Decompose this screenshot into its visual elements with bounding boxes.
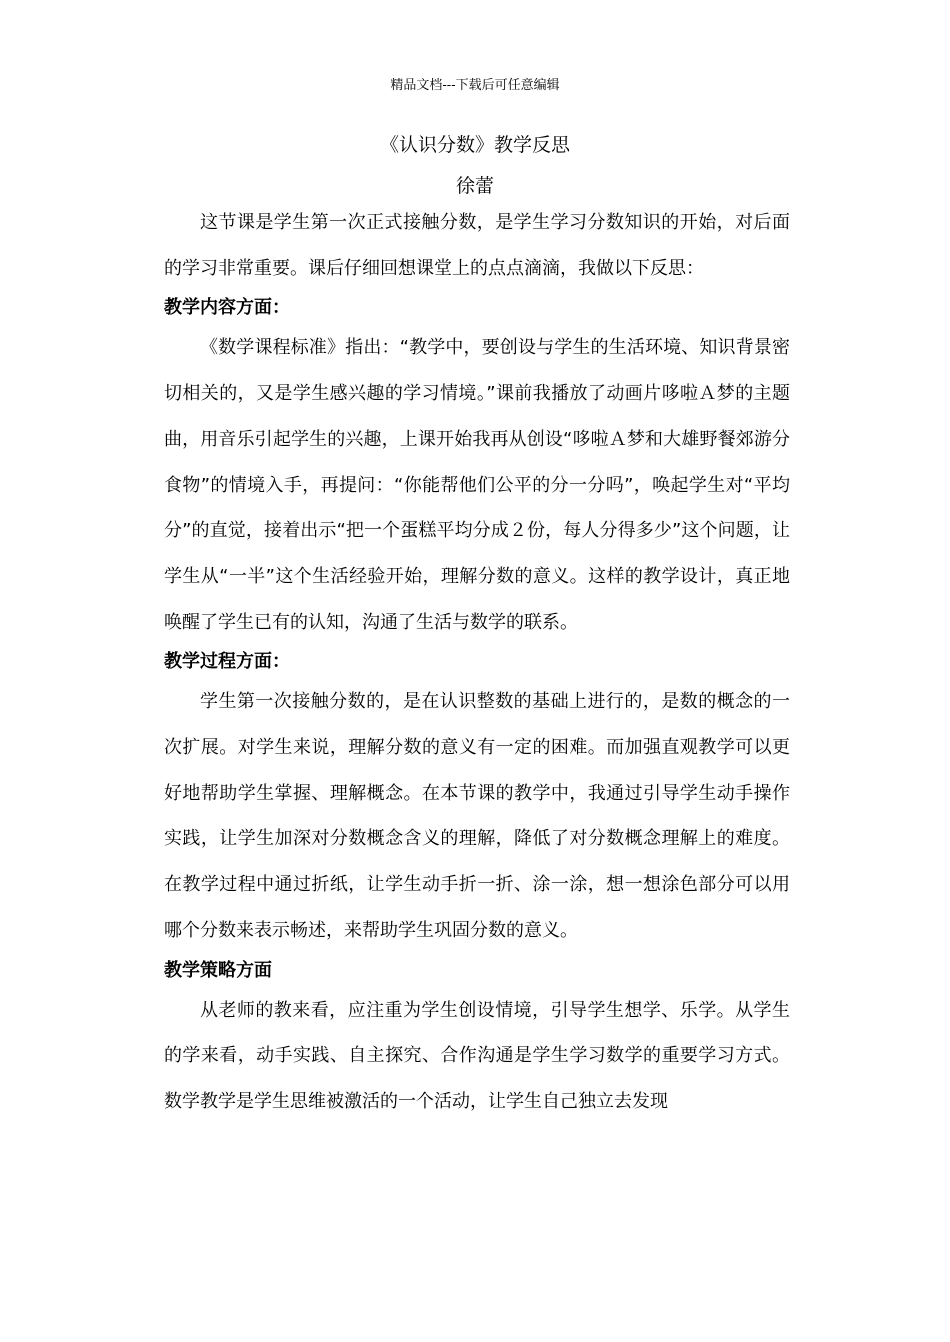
document-author: 徐蕾 bbox=[455, 175, 494, 197]
document-body bbox=[164, 200, 790, 1125]
section-heading-strategy: 教学策略方面 bbox=[164, 959, 272, 981]
section-paragraph-strategy: 从老师的教来看，应注重为学生创设情境，引导学生想学、乐学。从学生的学来看，动手实践、自主探究、合作沟通是学生学习数学的重要学习方式。数学教学是学生思维被激活的一个活动，让学生自己独立去发现 bbox=[164, 999, 790, 1112]
section-paragraph-content: 《数学课程标准》指出：“教学中，要创设与学生的生活环境、知识背景密切相关的，又是学生感兴趣的学习情境。”课前我播放了动画片哆啦Ａ梦的主题曲，用音乐引起学生的兴趣，上课开始我再从创设“哆啦Ａ梦和大雄野餐郊游分食物”的情境入手，再提问：“你能帮他们公平的分一分吗”，唤起学生对“平均分”的直觉，接着出示“把一个蛋糕平均分成２份，每人分得多少”这个问题，让学生从“一半”这个生活经验开始，理解分数的意义。这样的教学设计，真正地唤醒了学生已有的认知，沟通了生活与数学的联系。 bbox=[164, 337, 790, 633]
section-heading-process: 教学过程方面： bbox=[164, 651, 290, 673]
section-paragraph-process: 学生第一次接触分数的，是在认识整数的基础上进行的，是数的概念的一次扩展。对学生来说，理解分数的意义有一定的困难。而加强直观教学可以更好地帮助学生掌握、理解概念。在本节课的教学中，我通过引导学生动手操作实践，让学生加深对分数概念含义的理解，降低了对分数概念理解上的难度。在教学过程中通过折纸，让学生动手折一折、涂一涂，想一想涂色部分可以用哪个分数来表示畅述，来帮助学生巩固分数的意义。 bbox=[164, 691, 790, 941]
document-title: 《认识分数》教学反思 bbox=[379, 134, 570, 156]
page-header: 精品文档---下载后可任意编辑 bbox=[390, 78, 560, 93]
intro-paragraph: 这节课是学生第一次正式接触分数，是学生学习分数知识的开始，对后面的学习非常重要。课后仔细回想课堂上的点点滴滴，我做以下反思： bbox=[164, 212, 790, 279]
section-heading-content: 教学内容方面： bbox=[164, 297, 290, 319]
